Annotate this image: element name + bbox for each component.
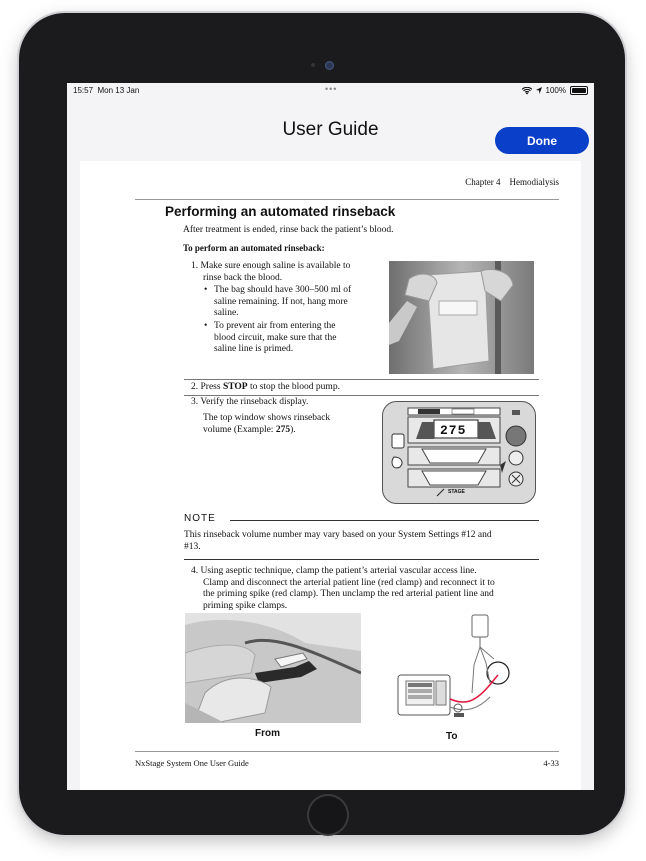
divider	[184, 379, 539, 380]
location-icon	[536, 87, 542, 94]
page-title: User Guide	[282, 119, 379, 140]
divider	[135, 199, 559, 200]
done-button[interactable]: Done	[495, 127, 589, 154]
tablet-frame	[19, 13, 625, 835]
nav-bar	[67, 97, 594, 159]
caption-from: From	[255, 728, 280, 739]
reconnect-diagram	[394, 613, 554, 731]
bullet-1: • The bag should have 300–500 ml of saline remaining. If not, hang more saline.	[204, 285, 352, 318]
divider	[184, 395, 539, 396]
wifi-icon	[522, 87, 532, 95]
battery-percent: 100%	[545, 86, 566, 95]
step-3-detail: The top window shows rinseback volume (Example: 275).	[203, 413, 331, 435]
divider	[135, 751, 559, 752]
saline-bag-photo	[389, 261, 534, 374]
footer-title: NxStage System One User Guide	[135, 758, 249, 768]
screen	[67, 83, 594, 790]
display-readout: 275	[440, 423, 467, 438]
section-title: Performing an automated rinseback	[165, 204, 396, 219]
divider	[184, 559, 539, 560]
battery-icon	[570, 86, 588, 95]
control-panel-diagram	[382, 401, 536, 504]
panel-brand: STAGE	[448, 489, 465, 495]
divider	[230, 520, 539, 521]
note-label: NOTE	[184, 513, 216, 524]
step-1: 1. Make sure enough saline is available to rinse back the blood.	[191, 261, 351, 283]
note-text: This rinseback volume number may vary based on your System Settings #12 and #13.	[184, 530, 492, 552]
status-time: 15:57 Mon 13 Jan	[73, 86, 140, 95]
caption-to: To	[446, 731, 458, 742]
home-button[interactable]	[309, 796, 347, 834]
procedure-heading: To perform an automated rinseback:	[183, 243, 325, 253]
page-number: 4-33	[543, 758, 559, 768]
step-2: 2. Press STOP to stop the blood pump.	[191, 382, 340, 392]
chapter-header: Chapter 4 Hemodialysis	[465, 177, 559, 187]
sensor	[311, 63, 315, 67]
clamp-photo	[185, 613, 361, 723]
step-3: 3. Verify the rinseback display.	[191, 397, 309, 407]
status-bar	[67, 83, 594, 97]
step-4: 4. Using aseptic technique, clamp the patient’s arterial vascular access line. Clamp and disconnect the arterial patient line (red clamp) and reconnect it to the priming spike (red clamp). Then unclamp the red arterial patient line and priming spike clamps.	[191, 566, 495, 611]
document-page	[80, 161, 581, 790]
intro-text: After treatment is ended, rinse back the patient’s blood.	[183, 225, 394, 235]
multitask-dots[interactable]: •••	[325, 84, 338, 94]
bullet-2: • To prevent air from entering the blood circuit, make sure that the saline line is primed.	[204, 321, 337, 354]
front-camera	[325, 61, 334, 70]
